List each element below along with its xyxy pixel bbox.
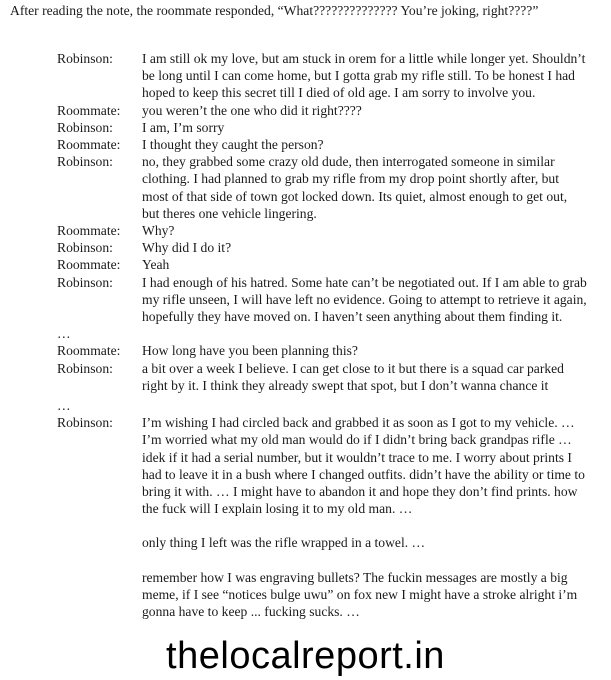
speaker-label: Robinson: xyxy=(57,51,113,66)
speaker-label: Robinson: xyxy=(57,360,113,376)
transcript-line xyxy=(0,274,611,326)
intro-paragraph: After reading the note, the roommate responded, “What?????????????? You’re joking, right????” xyxy=(10,3,539,18)
message-text: Why? xyxy=(142,223,175,239)
speaker-label: Roommate: xyxy=(57,257,121,273)
transcript-line xyxy=(0,119,611,136)
speaker-label: Robinson: xyxy=(57,240,113,256)
speaker-label: Robinson: xyxy=(57,415,113,431)
ellipsis-separator: … xyxy=(57,326,71,342)
transcript-line xyxy=(0,414,611,620)
message-text: you weren’t the one who did it right???? xyxy=(142,102,362,118)
message-text: a bit over a week I believe. I can get close to it but there is a squad car parked right by it. I think they already swept that spot, but I don’t wanna chance it xyxy=(142,360,564,393)
speaker-label: Roommate: xyxy=(57,137,121,153)
message-text: I am still ok my love, but am stuck in orem for a little while longer yet. Shouldn’t be long until I can come home, but I gotta grab my rifle still. To be honest I had hoped to keep this secret till I died of old age. I am sorry to involve you. xyxy=(142,51,586,101)
transcript-line xyxy=(0,342,611,359)
transcript-line xyxy=(0,222,611,239)
transcript-line xyxy=(0,136,611,153)
message-paragraph: remember how I was engraving bullets? The fuckin messages are mostly a big meme, if I see “notices bulge uwu” on fox new I might have a stroke alright i’m gonna have to keep ... fucking sucks. … xyxy=(142,569,578,620)
speaker-label: Robinson: xyxy=(57,154,113,170)
message-paragraph: I’m wishing I had circled back and grabbed it as soon as I got to my vehicle. … I’m worried what my old man would do if I didn’t bring back grandpas rifle … idek if it had a serial number, but it wouldn’t trace to me. I worry about prints I had to leave it in a bush where I changed outfits. didn’t have the ability or time to bring it with. … I might have to abandon it and hope they don’t find prints. how the fuck will I explain losing it to my old man. … xyxy=(142,415,585,517)
ellipsis-separator: … xyxy=(57,398,71,414)
message-text: Why did I do it? xyxy=(142,240,232,256)
message-text: Yeah xyxy=(142,257,170,273)
speaker-label: Robinson: xyxy=(57,119,113,135)
speaker-label: Robinson: xyxy=(57,274,113,290)
transcript-line xyxy=(0,360,611,394)
message-text: I thought they caught the person? xyxy=(142,137,324,153)
transcript-line xyxy=(0,102,611,119)
message-text-block xyxy=(142,414,587,620)
transcript-line xyxy=(0,153,611,222)
watermark-text: thelocalreport.in xyxy=(166,635,445,677)
transcript-line xyxy=(0,50,611,102)
speaker-label: Roommate: xyxy=(57,343,121,359)
transcript-line xyxy=(0,239,611,256)
speaker-label: Roommate: xyxy=(57,223,121,239)
message-paragraph: only thing I left was the rifle wrapped in a towel. … xyxy=(142,535,426,551)
message-text: I am, I’m sorry xyxy=(142,119,225,135)
transcript-line xyxy=(0,256,611,273)
message-text: I had enough of his hatred. Some hate can’t be negotiated out. If I am able to grab my rifle unseen, I will have left no evidence. Going to attempt to retrieve it again, hopefully they have moved on. I haven’t seen anything about them finding it. xyxy=(142,274,587,325)
message-text: How long have you been planning this? xyxy=(142,343,358,359)
transcript xyxy=(0,50,611,620)
message-text: no, they grabbed some crazy old dude, then interrogated someone in similar clothing. I had planned to grab my rifle from my drop point shortly after, but most of that side of town got locked down. Its quiet, almost enough to get out, but theres one vehicle lingering. xyxy=(142,154,568,221)
speaker-label: Roommate: xyxy=(57,102,121,118)
